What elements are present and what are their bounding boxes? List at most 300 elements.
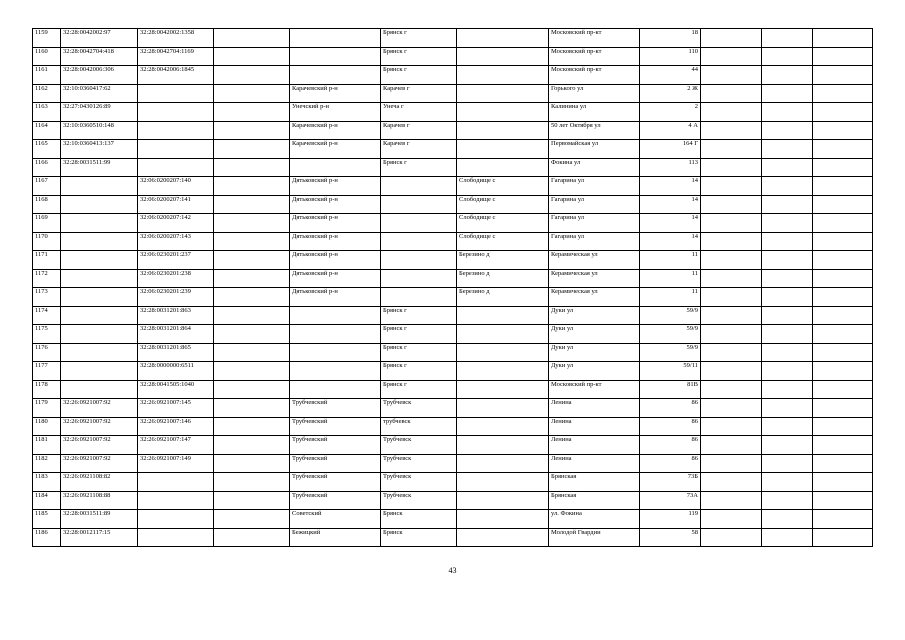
cell-street: Керамическая ул [549, 269, 640, 288]
cell-blank [214, 158, 290, 177]
cell-cadastral-number [61, 380, 138, 399]
table-row [33, 343, 873, 362]
table-row [33, 232, 873, 251]
cell-extra-1 [701, 510, 762, 529]
cell-street: Первомайская ул [549, 140, 640, 159]
cell-street: Дуки ул [549, 343, 640, 362]
cell-row-index: 1182 [33, 454, 61, 473]
cell-extra-2 [762, 214, 813, 233]
cell-city: Трубчевск [381, 399, 457, 418]
cell-extra-3 [813, 510, 873, 529]
cell-blank [214, 66, 290, 85]
cell-district [290, 66, 381, 85]
cell-object-cadastral-number [138, 528, 214, 547]
cell-blank [214, 214, 290, 233]
cell-object-cadastral-number: 32:26:0921007:146 [138, 417, 214, 436]
cell-district: Унечский р-н [290, 103, 381, 122]
cell-settlement [457, 436, 549, 455]
cell-cadastral-number: 32:28:0031511:89 [61, 510, 138, 529]
cell-blank [214, 362, 290, 381]
cell-extra-1 [701, 158, 762, 177]
cell-extra-3 [813, 288, 873, 307]
cell-house-number: 14 [640, 232, 701, 251]
cell-street: Керамическая ул [549, 288, 640, 307]
cell-extra-3 [813, 436, 873, 455]
cell-settlement [457, 343, 549, 362]
cell-object-cadastral-number: 32:28:0042002:1358 [138, 29, 214, 48]
cell-settlement [457, 454, 549, 473]
cell-extra-2 [762, 510, 813, 529]
cell-cadastral-number [61, 195, 138, 214]
cell-extra-1 [701, 380, 762, 399]
cell-blank [214, 436, 290, 455]
cell-street: Брянская [549, 491, 640, 510]
table-row [33, 214, 873, 233]
cell-settlement [457, 380, 549, 399]
cell-row-index: 1162 [33, 84, 61, 103]
cell-extra-3 [813, 528, 873, 547]
cell-extra-2 [762, 288, 813, 307]
cell-row-index: 1176 [33, 343, 61, 362]
cell-cadastral-number: 32:26:0921007:92 [61, 417, 138, 436]
cell-district: Дятьковский р-н [290, 195, 381, 214]
cell-extra-1 [701, 140, 762, 159]
cell-blank [214, 399, 290, 418]
cell-extra-3 [813, 158, 873, 177]
cell-cadastral-number: 32:28:0042002:97 [61, 29, 138, 48]
cell-row-index: 1180 [33, 417, 61, 436]
cell-city [381, 288, 457, 307]
cell-district: Дятьковский р-н [290, 214, 381, 233]
cell-street: Калинина ул [549, 103, 640, 122]
table-row [33, 380, 873, 399]
cell-district: Дятьковский р-н [290, 232, 381, 251]
cell-extra-3 [813, 195, 873, 214]
cell-extra-1 [701, 288, 762, 307]
cell-row-index: 1184 [33, 491, 61, 510]
cell-blank [214, 343, 290, 362]
cell-object-cadastral-number [138, 158, 214, 177]
cell-extra-1 [701, 121, 762, 140]
cell-extra-3 [813, 121, 873, 140]
cell-row-index: 1172 [33, 269, 61, 288]
cell-row-index: 1173 [33, 288, 61, 307]
cell-settlement: Березино д [457, 269, 549, 288]
cell-street: Брянская [549, 473, 640, 492]
cell-row-index: 1170 [33, 232, 61, 251]
cell-settlement [457, 528, 549, 547]
cell-blank [214, 380, 290, 399]
cell-house-number: 73А [640, 491, 701, 510]
cell-object-cadastral-number: 32:28:0031201:863 [138, 306, 214, 325]
table-row [33, 121, 873, 140]
cell-object-cadastral-number: 32:06:0230201:238 [138, 269, 214, 288]
cell-street: Гагарина ул [549, 232, 640, 251]
cell-blank [214, 288, 290, 307]
cell-blank [214, 140, 290, 159]
cell-row-index: 1169 [33, 214, 61, 233]
cell-cadastral-number: 32:28:0042006:306 [61, 66, 138, 85]
cell-blank [214, 29, 290, 48]
cell-extra-1 [701, 491, 762, 510]
cell-extra-3 [813, 399, 873, 418]
cell-extra-3 [813, 251, 873, 270]
cell-row-index: 1185 [33, 510, 61, 529]
cell-blank [214, 306, 290, 325]
cell-row-index: 1175 [33, 325, 61, 344]
cell-street: Гагарина ул [549, 177, 640, 196]
cell-district [290, 47, 381, 66]
cell-extra-3 [813, 140, 873, 159]
cell-cadastral-number: 32:26:0921007:92 [61, 436, 138, 455]
cell-district: Дятьковский р-н [290, 269, 381, 288]
cell-blank [214, 251, 290, 270]
cell-city: Трубчевск [381, 436, 457, 455]
cell-street: Ленина [549, 454, 640, 473]
cell-extra-2 [762, 306, 813, 325]
cell-settlement [457, 29, 549, 48]
cell-street: Гагарина ул [549, 195, 640, 214]
cell-house-number: 86 [640, 399, 701, 418]
cell-district: Трубчевский [290, 417, 381, 436]
cell-district [290, 362, 381, 381]
cell-district: Карачевский р-н [290, 121, 381, 140]
cell-extra-3 [813, 66, 873, 85]
cell-house-number: 18 [640, 29, 701, 48]
cell-settlement [457, 158, 549, 177]
cell-district: Трубчевский [290, 399, 381, 418]
cell-district [290, 325, 381, 344]
cell-row-index: 1186 [33, 528, 61, 547]
cell-extra-1 [701, 66, 762, 85]
cell-street: Московский пр-кт [549, 380, 640, 399]
cell-street: Горького ул [549, 84, 640, 103]
cell-settlement: Слободище с [457, 214, 549, 233]
cell-extra-2 [762, 454, 813, 473]
cell-extra-2 [762, 417, 813, 436]
cell-extra-1 [701, 417, 762, 436]
cell-extra-3 [813, 454, 873, 473]
cell-cadastral-number: 32:27:0430126:89 [61, 103, 138, 122]
cell-extra-1 [701, 528, 762, 547]
cell-street: Ленина [549, 399, 640, 418]
cell-blank [214, 510, 290, 529]
cell-house-number: 11 [640, 288, 701, 307]
cell-extra-1 [701, 269, 762, 288]
cell-city [381, 214, 457, 233]
cell-house-number: 86 [640, 454, 701, 473]
cell-city: Брянск [381, 510, 457, 529]
cell-house-number: 59/9 [640, 343, 701, 362]
table-row [33, 473, 873, 492]
cell-row-index: 1167 [33, 177, 61, 196]
cell-extra-1 [701, 325, 762, 344]
table-row [33, 528, 873, 547]
cell-extra-1 [701, 214, 762, 233]
cell-settlement [457, 510, 549, 529]
table-row [33, 325, 873, 344]
data-table [32, 28, 873, 547]
table-row [33, 29, 873, 48]
cell-blank [214, 232, 290, 251]
cell-row-index: 1163 [33, 103, 61, 122]
cell-cadastral-number: 32:26:0921007:92 [61, 399, 138, 418]
cell-blank [214, 103, 290, 122]
cell-city [381, 269, 457, 288]
cell-extra-2 [762, 47, 813, 66]
table-row [33, 177, 873, 196]
cell-row-index: 1174 [33, 306, 61, 325]
cell-extra-1 [701, 103, 762, 122]
cell-extra-3 [813, 214, 873, 233]
cell-blank [214, 269, 290, 288]
cell-house-number: 164 Г [640, 140, 701, 159]
cell-extra-2 [762, 491, 813, 510]
cell-object-cadastral-number: 32:06:0230201:239 [138, 288, 214, 307]
cell-object-cadastral-number: 32:06:0200207:141 [138, 195, 214, 214]
cell-extra-3 [813, 29, 873, 48]
cell-blank [214, 417, 290, 436]
cell-house-number: 14 [640, 195, 701, 214]
cell-house-number: 14 [640, 214, 701, 233]
cell-row-index: 1166 [33, 158, 61, 177]
cell-object-cadastral-number: 32:28:0041505:1040 [138, 380, 214, 399]
cell-extra-2 [762, 140, 813, 159]
cell-cadastral-number: 32:28:0031511:99 [61, 158, 138, 177]
cell-house-number: 119 [640, 510, 701, 529]
cell-street: Молодой Гвардии [549, 528, 640, 547]
cell-cadastral-number: 32:26:0921108:82 [61, 473, 138, 492]
cell-city: Брянск г [381, 380, 457, 399]
cell-settlement: Березино д [457, 251, 549, 270]
cell-extra-1 [701, 473, 762, 492]
cell-cadastral-number: 32:10:0360510:148 [61, 121, 138, 140]
cell-extra-3 [813, 84, 873, 103]
table-row [33, 454, 873, 473]
cell-object-cadastral-number: 32:26:0921007:149 [138, 454, 214, 473]
cell-cadastral-number: 32:28:0042704:418 [61, 47, 138, 66]
cell-city [381, 177, 457, 196]
cell-extra-2 [762, 269, 813, 288]
cell-object-cadastral-number: 32:28:0042704:1169 [138, 47, 214, 66]
cell-city: трубчевск [381, 417, 457, 436]
cell-street: Ленина [549, 436, 640, 455]
cell-extra-3 [813, 232, 873, 251]
table-row [33, 84, 873, 103]
cell-settlement [457, 399, 549, 418]
cell-blank [214, 195, 290, 214]
table-row [33, 195, 873, 214]
cell-city [381, 251, 457, 270]
cell-blank [214, 454, 290, 473]
cell-street: ул. Фокина [549, 510, 640, 529]
cell-extra-3 [813, 47, 873, 66]
cell-extra-2 [762, 84, 813, 103]
cell-house-number: 113 [640, 158, 701, 177]
table-row [33, 269, 873, 288]
cell-house-number: 4 А [640, 121, 701, 140]
cell-street: 50 лет Октября ул [549, 121, 640, 140]
cell-city: Брянск г [381, 343, 457, 362]
cell-extra-1 [701, 232, 762, 251]
cell-settlement [457, 103, 549, 122]
cell-settlement [457, 325, 549, 344]
cell-row-index: 1178 [33, 380, 61, 399]
cell-house-number: 14 [640, 177, 701, 196]
cell-extra-2 [762, 380, 813, 399]
table-row [33, 510, 873, 529]
cell-house-number: 86 [640, 417, 701, 436]
table-row [33, 362, 873, 381]
cell-city: Брянск г [381, 47, 457, 66]
cell-extra-2 [762, 158, 813, 177]
cell-extra-1 [701, 454, 762, 473]
cell-settlement [457, 66, 549, 85]
cell-district [290, 343, 381, 362]
table-row [33, 158, 873, 177]
cell-extra-1 [701, 399, 762, 418]
cell-settlement [457, 84, 549, 103]
cell-cadastral-number [61, 325, 138, 344]
cell-settlement [457, 47, 549, 66]
cell-extra-2 [762, 528, 813, 547]
cell-house-number: 110 [640, 47, 701, 66]
cell-extra-3 [813, 306, 873, 325]
cell-district [290, 380, 381, 399]
table-row [33, 306, 873, 325]
table-row [33, 140, 873, 159]
cell-object-cadastral-number: 32:06:0230201:237 [138, 251, 214, 270]
page-number: 43 [448, 566, 457, 575]
cell-city: Карачев г [381, 140, 457, 159]
cell-object-cadastral-number [138, 473, 214, 492]
cell-street: Фокина ул [549, 158, 640, 177]
cell-house-number: 59/9 [640, 325, 701, 344]
cell-city: Трубчевск [381, 473, 457, 492]
cell-object-cadastral-number [138, 510, 214, 529]
cell-object-cadastral-number: 32:06:0200207:140 [138, 177, 214, 196]
cell-district [290, 29, 381, 48]
cell-house-number: 73Б [640, 473, 701, 492]
cell-row-index: 1164 [33, 121, 61, 140]
cell-street: Ленина [549, 417, 640, 436]
cell-house-number: 2 Ж [640, 84, 701, 103]
cell-extra-2 [762, 103, 813, 122]
table-row [33, 436, 873, 455]
cell-object-cadastral-number: 32:06:0200207:142 [138, 214, 214, 233]
cell-object-cadastral-number: 32:28:0031201:865 [138, 343, 214, 362]
cell-extra-1 [701, 29, 762, 48]
cell-extra-3 [813, 380, 873, 399]
cell-row-index: 1165 [33, 140, 61, 159]
cell-house-number: 2 [640, 103, 701, 122]
cell-extra-2 [762, 473, 813, 492]
cell-house-number: 81В [640, 380, 701, 399]
cell-district: Трубчевский [290, 436, 381, 455]
cell-row-index: 1183 [33, 473, 61, 492]
cell-city: Брянск г [381, 66, 457, 85]
table-row [33, 47, 873, 66]
cell-cadastral-number [61, 306, 138, 325]
cell-house-number: 44 [640, 66, 701, 85]
cell-district: Бежицкий [290, 528, 381, 547]
cell-cadastral-number [61, 343, 138, 362]
cell-row-index: 1181 [33, 436, 61, 455]
cell-blank [214, 84, 290, 103]
cell-cadastral-number [61, 214, 138, 233]
cell-city: Трубчевск [381, 454, 457, 473]
cell-settlement: Слободище с [457, 195, 549, 214]
cell-object-cadastral-number [138, 103, 214, 122]
cell-extra-2 [762, 29, 813, 48]
cell-blank [214, 491, 290, 510]
cell-object-cadastral-number: 32:26:0921007:147 [138, 436, 214, 455]
cell-blank [214, 177, 290, 196]
cell-row-index: 1159 [33, 29, 61, 48]
cell-object-cadastral-number [138, 121, 214, 140]
cell-cadastral-number: 32:10:0360413:137 [61, 140, 138, 159]
cell-extra-3 [813, 417, 873, 436]
cell-extra-2 [762, 436, 813, 455]
cell-row-index: 1171 [33, 251, 61, 270]
cell-extra-1 [701, 195, 762, 214]
cell-settlement: Слободище с [457, 232, 549, 251]
cell-extra-1 [701, 362, 762, 381]
cell-extra-1 [701, 47, 762, 66]
cell-settlement: Слободище с [457, 177, 549, 196]
cell-extra-2 [762, 232, 813, 251]
cell-extra-3 [813, 177, 873, 196]
cell-settlement [457, 362, 549, 381]
cell-district: Дятьковский р-н [290, 177, 381, 196]
cell-city: Унеча г [381, 103, 457, 122]
cell-extra-1 [701, 436, 762, 455]
cell-extra-2 [762, 121, 813, 140]
table-row [33, 66, 873, 85]
cell-extra-2 [762, 399, 813, 418]
cell-street: Дуки ул [549, 362, 640, 381]
cell-extra-3 [813, 473, 873, 492]
cell-cadastral-number: 32:28:0012117:15 [61, 528, 138, 547]
table-row [33, 399, 873, 418]
cell-row-index: 1179 [33, 399, 61, 418]
cell-district: Трубчевский [290, 491, 381, 510]
cell-house-number: 11 [640, 251, 701, 270]
cell-city: Карачев г [381, 121, 457, 140]
cell-city: Трубчевск [381, 491, 457, 510]
cell-extra-2 [762, 343, 813, 362]
cell-cadastral-number [61, 362, 138, 381]
cell-extra-3 [813, 362, 873, 381]
cell-settlement [457, 473, 549, 492]
cell-city: Брянск г [381, 158, 457, 177]
cell-district: Дятьковский р-н [290, 251, 381, 270]
table-row [33, 103, 873, 122]
cell-city: Брянск г [381, 325, 457, 344]
cell-object-cadastral-number [138, 84, 214, 103]
cell-blank [214, 528, 290, 547]
cell-extra-3 [813, 269, 873, 288]
table-row [33, 491, 873, 510]
cell-settlement [457, 140, 549, 159]
table-row [33, 288, 873, 307]
cell-cadastral-number: 32:26:0921108:88 [61, 491, 138, 510]
cell-extra-3 [813, 491, 873, 510]
cell-street: Керамическая ул [549, 251, 640, 270]
cell-district: Дятьковский р-н [290, 288, 381, 307]
cell-street: Московский пр-кт [549, 66, 640, 85]
cell-extra-2 [762, 177, 813, 196]
